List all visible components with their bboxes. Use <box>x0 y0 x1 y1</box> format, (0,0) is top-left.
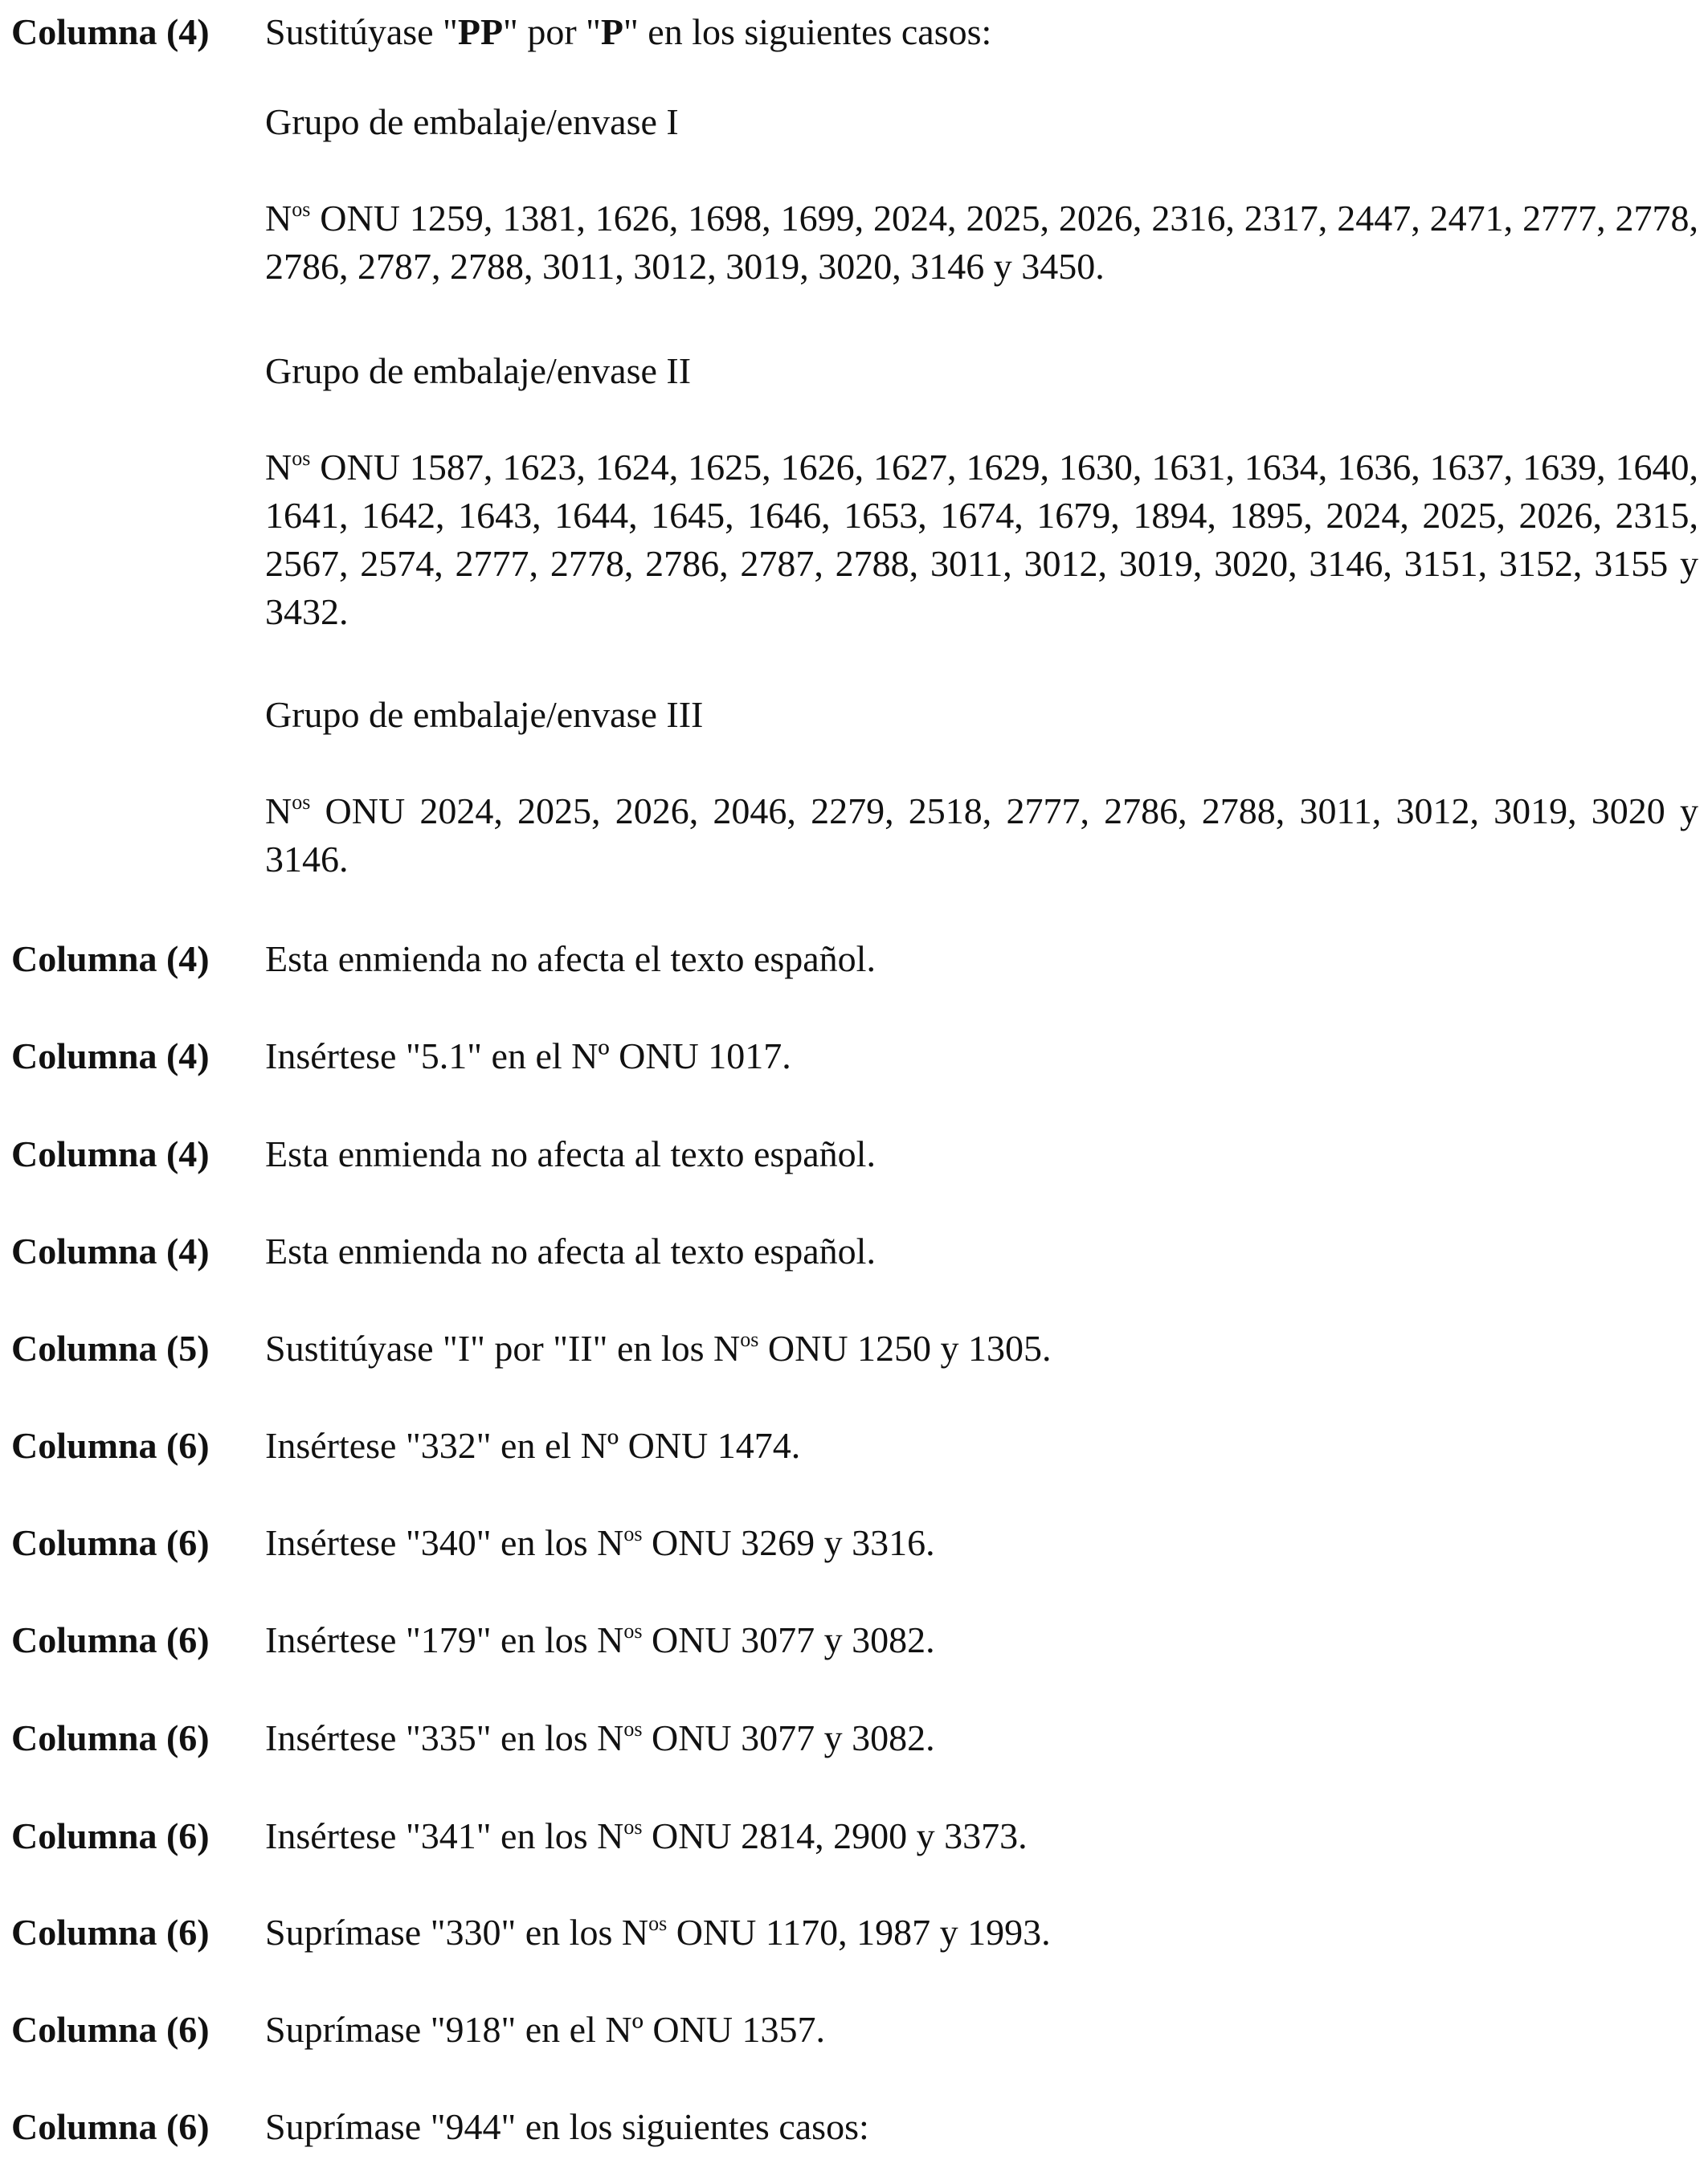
entry-label: Columna (6) <box>11 1815 210 1856</box>
entry-text: Esta enmienda no afecta al texto español. <box>265 1231 876 1272</box>
entry-text: Insértese "332" en el Nº ONU 1474. <box>265 1425 801 1466</box>
entry-text: Insértese "341" en los $N^{os}$ ONU 2814, 2900 y 3373. <box>265 1815 1028 1856</box>
p-bold: P <box>600 11 624 52</box>
entry-text: Sustitúyase "PP" por "P" en los siguientes casos: <box>265 11 992 52</box>
entry-label: Columna (4) <box>11 11 210 52</box>
entry-text: Suprímase "944" en los siguientes casos: <box>265 2106 869 2147</box>
entry-text: Sustitúyase "I" por "II" en los $N^{os}$ ONU 1250 y 1305. <box>265 1328 1052 1369</box>
entry-label: Columna (6) <box>11 1619 210 1660</box>
entry-text: Insértese "5.1" en el Nº ONU 1017. <box>265 1035 791 1076</box>
entry-text: Esta enmienda no afecta el texto español. <box>265 938 876 979</box>
entry-text: Insértese "340" en los $N^{os}$ ONU 3269 y 3316. <box>265 1522 935 1563</box>
entry-text: Insértese "335" en los $N^{os}$ ONU 3077 y 3082. <box>265 1717 935 1758</box>
entry-label: Columna (4) <box>11 1035 210 1076</box>
entry-label: Columna (6) <box>11 1522 210 1563</box>
entry-label: Columna (5) <box>11 1328 210 1369</box>
entry-label: Columna (6) <box>11 2106 210 2147</box>
group-heading-iii: Grupo de embalaje/envase III <box>265 694 704 735</box>
entry-text: Suprímase "918" en el Nº ONU 1357. <box>265 2009 826 2050</box>
entry-label: Columna (4) <box>11 1231 210 1272</box>
group-heading-i: Grupo de embalaje/envase I <box>265 101 679 142</box>
entry-text: Esta enmienda no afecta al texto español. <box>265 1133 876 1174</box>
pp-bold: PP <box>457 11 504 52</box>
entry-label: Columna (6) <box>11 2009 210 2050</box>
entry-label: Columna (6) <box>11 1912 210 1953</box>
entry-text: Suprímase "330" en los $N^{os}$ ONU 1170, 1987 y 1993. <box>265 1912 1051 1953</box>
group-numbers-iii: $N^{os}$ ONU 2024, 2025, 2026, 2046, 2279, 2518, 2777, 2786, 2788, 3011, 3012, 3019, 3020 y 3146. <box>265 790 1698 880</box>
entry-label: Columna (6) <box>11 1425 210 1466</box>
entry-label: Columna (4) <box>11 1133 210 1174</box>
group-heading-ii: Grupo de embalaje/envase II <box>265 350 692 391</box>
entry-label: Columna (6) <box>11 1717 210 1758</box>
entry-label: Columna (4) <box>11 938 210 979</box>
group-numbers-ii: $N^{os}$ ONU 1587, 1623, 1624, 1625, 1626, 1627, 1629, 1630, 1631, 1634, 1636, 1637, 1639, 1640, 1641, 1642, 1643, 1644, 1645, 1646, 1653, 1674, 1679, 1894, 1895, 2024, 2025, 2026, 2315, 2567, 2574, 2777, 2778, 2786, 2787, 2788, 3011, 3012, 3019, 3020, 3146, 3151, 3152, 3155 y 3432. <box>265 447 1698 632</box>
group-numbers-i: $N^{os}$ ONU 1259, 1381, 1626, 1698, 1699, 2024, 2025, 2026, 2316, 2317, 2447, 2471, 2777, 2778, 2786, 2787, 2788, 3011, 3012, 3019, 3020, 3146 y 3450. <box>265 198 1698 287</box>
entry-text: Insértese "179" en los $N^{os}$ ONU 3077 y 3082. <box>265 1619 935 1660</box>
